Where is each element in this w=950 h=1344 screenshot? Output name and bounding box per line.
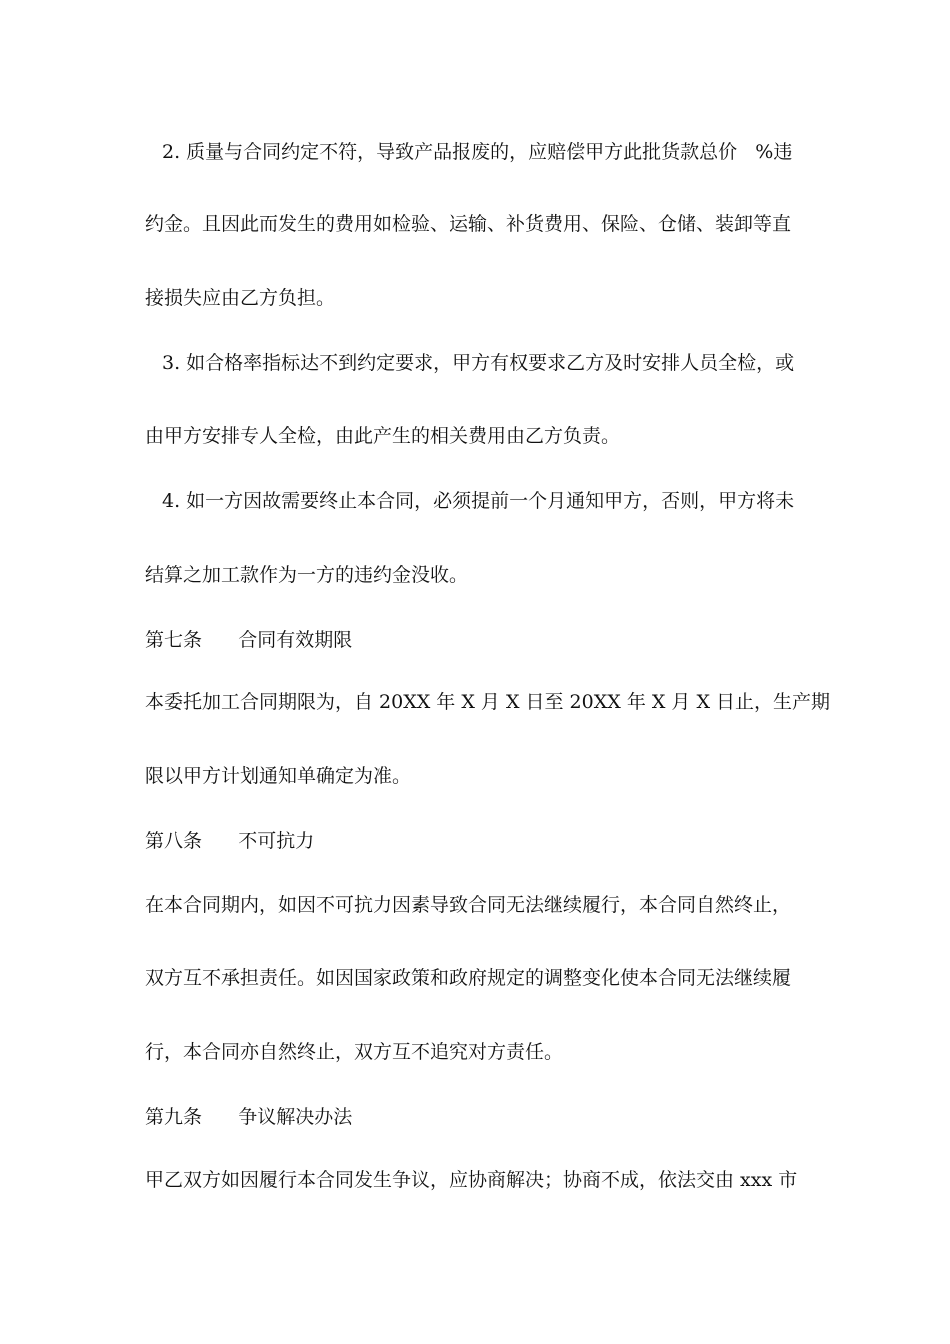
article-7-line-2: 限以甲方计划通知单确定为准。 — [145, 765, 412, 787]
article-8-line-2: 双方互不承担责任。如因国家政策和政府规定的调整变化使本合同无法继续履 — [145, 967, 792, 989]
clause-2-line-2: 约金。且因此而发生的费用如检验、运输、补货费用、保险、仓储、装卸等直 — [145, 213, 792, 235]
clause-4-line-2: 结算之加工款作为一方的违约金没收。 — [145, 564, 469, 586]
clause-3-line-1: 3. 如合格率指标达不到约定要求，甲方有权要求乙方及时安排人员全检，或 — [162, 352, 795, 374]
article-9-heading: 第九条 争议解决办法 — [145, 1106, 353, 1128]
clause-2-line-1: 2. 质量与合同约定不符，导致产品报废的，应赔偿甲方此批货款总价 %违 — [162, 141, 793, 163]
clause-3-line-2: 由甲方安排专人全检，由此产生的相关费用由乙方负责。 — [145, 425, 621, 447]
article-7-line-1: 本委托加工合同期限为，自 20XX 年 X 月 X 日至 20XX 年 X 月 X 日止，生产期 — [145, 691, 831, 713]
article-8-heading: 第八条 不可抗力 — [145, 830, 315, 852]
article-7-heading: 第七条 合同有效期限 — [145, 629, 353, 651]
article-9-line-1: 甲乙双方如因履行本合同发生争议，应协商解决；协商不成，依法交由 xxx 市 — [145, 1169, 798, 1191]
clause-2-line-3: 接损失应由乙方负担。 — [145, 287, 336, 309]
article-8-line-1: 在本合同期内，如因不可抗力因素导致合同无法继续履行，本合同自然终止， — [145, 894, 792, 916]
article-8-line-3: 行，本合同亦自然终止，双方互不追究对方责任。 — [145, 1041, 564, 1063]
clause-4-line-1: 4. 如一方因故需要终止本合同，必须提前一个月通知甲方，否则，甲方将未 — [162, 490, 795, 512]
